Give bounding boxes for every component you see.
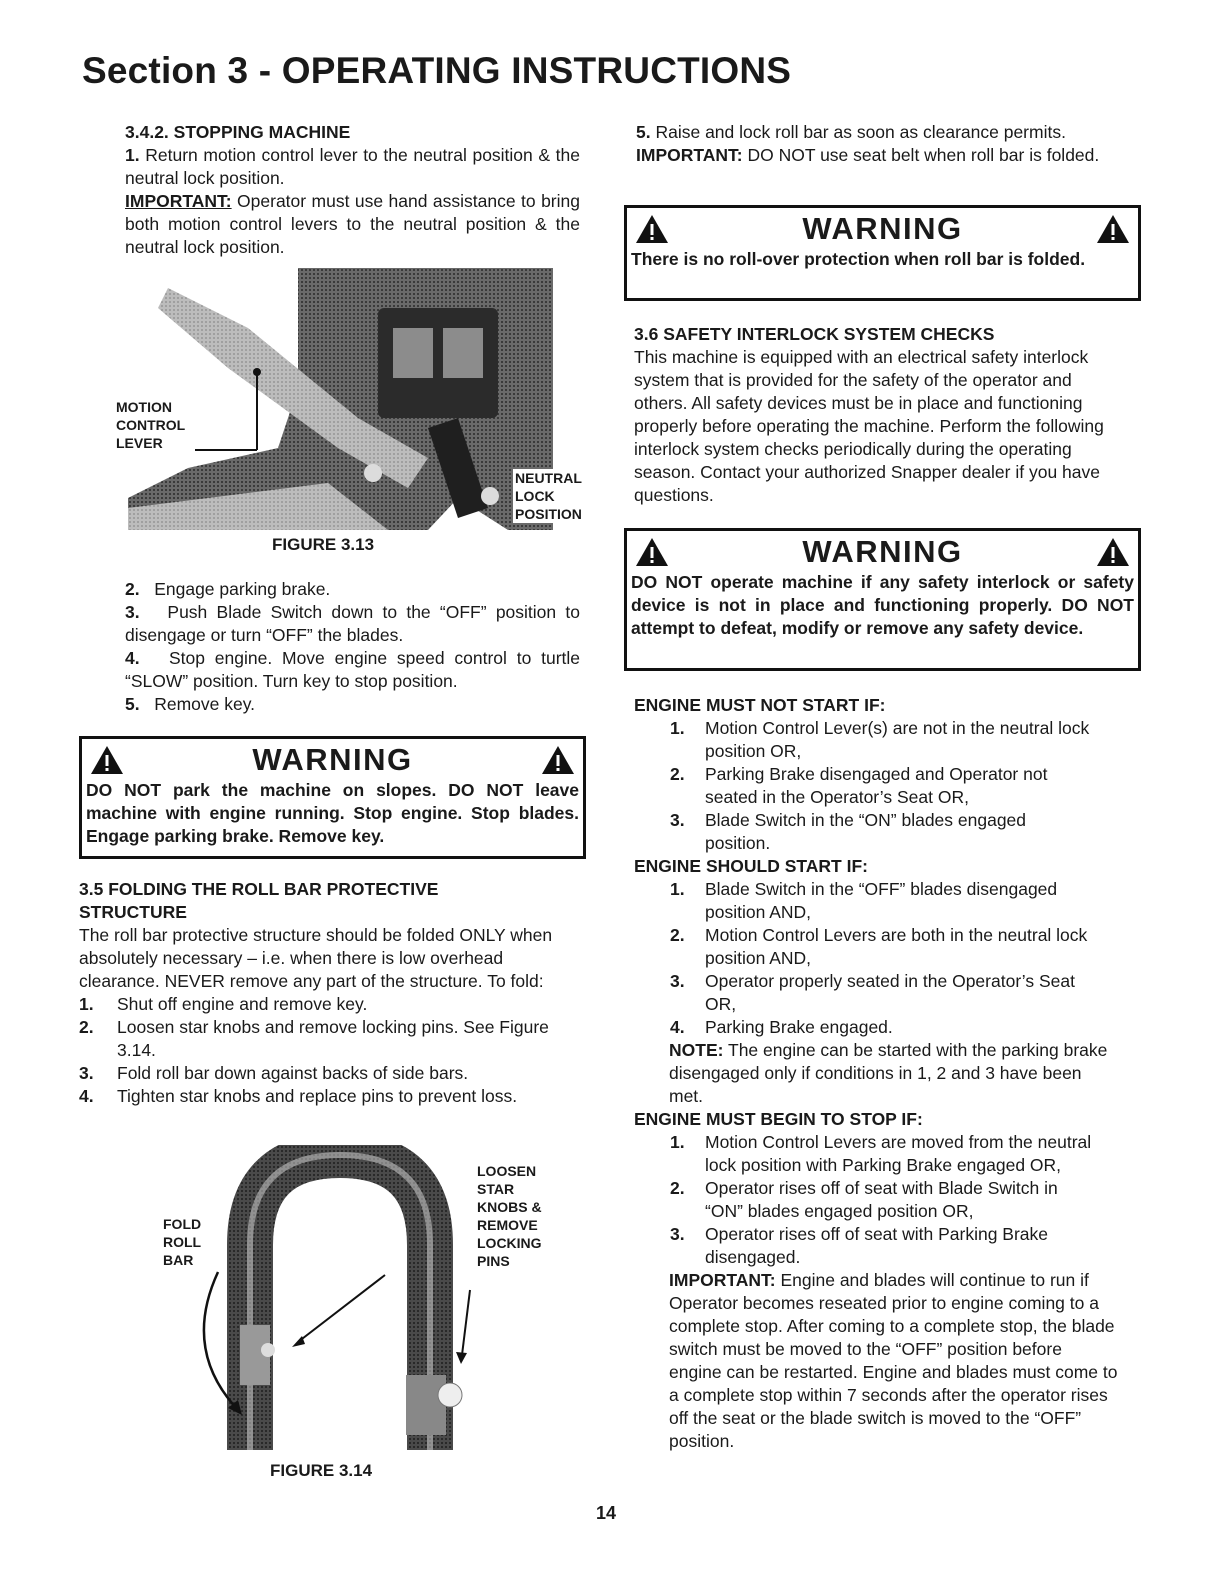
step-1: 1. Return motion control lever to the neutral position & the neutral lock position. [125,145,580,188]
warning-text: DO NOT park the machine on slopes. DO NOT leave machine with engine running. Stop engine. Stop blades. Engage parking brake. Remove key. [86,780,579,846]
list-item: 4. Parking Brake engaged. [670,1017,893,1037]
stopping-steps [125,578,580,716]
figure-3-13-caption: FIGURE 3.13 [272,535,375,554]
folding-section [79,878,579,1108]
must-not-start-heading: ENGINE MUST NOT START IF: [634,695,886,715]
list-item: 2. Motion Control Levers are both in the neutral lock position AND, [670,925,1088,968]
warning-text: DO NOT operate machine if any safety interlock or safety device is not in place and functioning properly. DO NOT attempt to defeat, modify or remove any safety device. [631,572,1134,638]
list-item: 2. Engage parking brake. [125,579,331,599]
neutral-lock-label: NEUTRAL LOCK POSITION [515,470,582,522]
list-item: 1. Motion Control Levers are moved from the neutral lock position with Parking Brake engaged OR, [670,1132,1092,1175]
list-item: 5. Remove key. [125,694,256,714]
leader-line [195,366,275,456]
step-5: 5. Raise and lock roll bar as soon as clearance permits. [636,122,1066,142]
page-title: Section 3 - OPERATING INSTRUCTIONS [82,50,792,91]
stopping-section [125,121,580,259]
list-item: 1. Blade Switch in the “OFF” blades disengaged position AND, [670,879,1058,922]
rollbar-continued [636,121,1133,167]
list-item: 3. Operator rises off of seat with Parking Brake disengaged. [670,1224,1049,1267]
important-note: IMPORTANT: DO NOT use seat belt when roll bar is folded. [636,145,1100,165]
figure-3-13-photo [128,268,553,530]
should-start-heading: ENGINE SHOULD START IF: [634,856,868,876]
list-item: 3. Operator properly seated in the Operator’s Seat OR, [670,971,1075,1014]
section-heading: 3.4.2. STOPPING MACHINE [125,122,351,142]
motion-control-lever-label: MOTION CONTROL LEVER [116,399,186,451]
list-item: 2. Operator rises off of seat with Blade Switch in “ON” blades engaged position OR, [670,1178,1058,1221]
section-text: This machine is equipped with an electrical safety interlock system that is provided for the safety of the operator and others. All safety devices must be in place and functioning properly before operating the machine. Perform the following interlock system checks periodically during the operating season. Contact your authorized Snapper dealer if you have questions. [634,347,1104,505]
fig314-arrows [180,1260,490,1430]
list-item: 1. Motion Control Lever(s) are not in the neutral lock position OR, [670,718,1090,761]
important-note: IMPORTANT: Operator must use hand assistance to bring both motion control levers to the neutral position & the neutral lock position. [125,191,580,257]
warning-box-interlock [624,528,1141,671]
warning-box-parking [79,736,586,859]
list-item: 2. Loosen star knobs and remove locking pins. See Figure 3.14. [79,1017,549,1060]
warning-triangle-icon [635,537,669,567]
list-item: 2. Parking Brake disengaged and Operator not seated in the Operator’s Seat OR, [670,764,1048,807]
warning-title: WARNING [802,211,963,246]
list-item: 4. Tighten star knobs and replace pins to prevent loss. [79,1086,518,1106]
figure-3-14-caption: FIGURE 3.14 [270,1461,373,1480]
page-number: 14 [596,1503,617,1523]
section-intro: The roll bar protective structure should be folded ONLY when absolutely necessary – i.e. when there is low overhead clearance. NEVER remove any part of the structure. To fold: [79,925,553,991]
section-heading: 3.6 SAFETY INTERLOCK SYSTEM CHECKS [634,324,995,344]
list-item: 1. Shut off engine and remove key. [79,994,368,1014]
fold-roll-bar-label: FOLD ROLL BAR [163,1216,202,1268]
warning-triangle-icon [90,745,124,775]
must-stop-heading: ENGINE MUST BEGIN TO STOP IF: [634,1109,923,1129]
list-item: 3. Push Blade Switch down to the “OFF” position to disengage or turn “OFF” the blades. [125,602,581,645]
important-note: IMPORTANT: Engine and blades will continue to run if Operator becomes reseated prior to engine coming to a complete stop. After coming to a complete stop, the blade switch must be moved to the “OFF” position before engine can be restarted. Engine and blades must come to a complete stop within 7 seconds after the operator rises off the seat or the blade switch is moved to the “OFF” position. [669,1270,1118,1451]
list-item: 3. Fold roll bar down against backs of side bars. [79,1063,469,1083]
list-item: 4. Stop engine. Move engine speed control to turtle “SLOW” position. Turn key to stop position. [125,648,581,691]
engine-checks [634,694,1134,1453]
warning-box-rollover [624,205,1141,301]
warning-title: WARNING [252,742,413,777]
warning-triangle-icon [1096,214,1130,244]
section-heading: 3.5 FOLDING THE ROLL BAR PROTECTIVE STRUCTURE [79,879,439,922]
note: NOTE: The engine can be started with the parking brake disengaged only if conditions in 1, 2 and 3 have been met. [669,1040,1108,1106]
warning-text: There is no roll-over protection when roll bar is folded. [631,249,1086,269]
interlock-section [634,323,1134,507]
list-item: 3. Blade Switch in the “ON” blades engaged position. [670,810,1027,853]
warning-triangle-icon [635,214,669,244]
loosen-star-knobs-label: LOOSEN STAR KNOBS & REMOVE LOCKING PINS [477,1163,542,1269]
warning-title: WARNING [802,534,963,569]
warning-triangle-icon [541,745,575,775]
warning-triangle-icon [1096,537,1130,567]
